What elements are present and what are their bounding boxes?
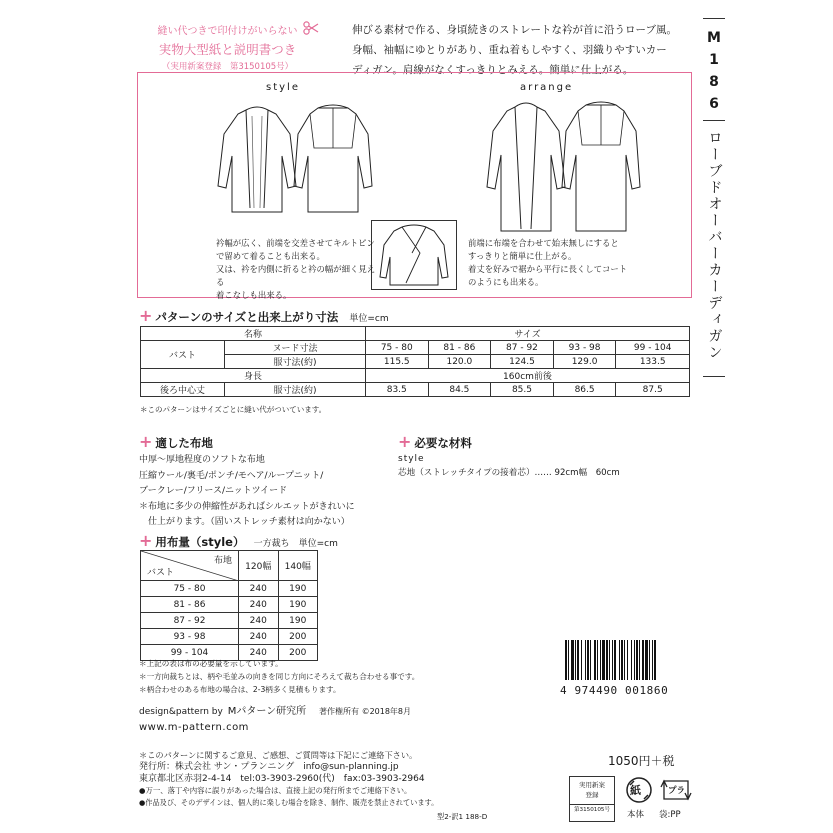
credit-url[interactable]: www.m-pattern.com — [139, 722, 249, 733]
nude-value: 87 - 92 — [491, 341, 554, 355]
height-value: 160cm前後 — [365, 369, 689, 383]
plus-icon: + — [398, 432, 412, 451]
barcode-digits: 4 974490 001860 — [560, 684, 669, 697]
barcode-bar — [575, 640, 576, 680]
yardage-table — [140, 550, 318, 661]
arrange-front-illustration — [485, 95, 567, 235]
barcode-bar — [587, 640, 589, 680]
publisher-info — [139, 749, 569, 809]
yardage-140: 190 — [278, 597, 318, 613]
fabric-line: ＊布地に多少の伸縮性があればシルエットがきれいに — [139, 501, 355, 512]
brand-line2: 実物大型紙と説明書つき — [158, 42, 297, 57]
header-size: サイズ — [365, 327, 689, 341]
bust-value: 124.5 — [491, 355, 554, 369]
barcode — [563, 640, 693, 680]
intro-text — [352, 20, 692, 80]
style-note — [216, 237, 376, 302]
barcode-bar — [639, 640, 640, 680]
size-section-title — [139, 306, 389, 325]
barcode-bar — [619, 640, 620, 680]
yardage-size: 99 - 104 — [141, 645, 239, 661]
side-rule-bottom — [703, 376, 725, 377]
barcode-bar — [627, 640, 628, 680]
size-title: パターンのサイズと出来上がり寸法 — [155, 310, 339, 324]
barcode-bar — [654, 640, 656, 680]
barcode-bar — [565, 640, 567, 680]
barcode-bar — [585, 640, 586, 680]
plus-icon: + — [139, 432, 153, 451]
barcode-bar — [577, 640, 579, 680]
barcode-bar — [568, 640, 569, 680]
figure-box-left — [137, 72, 138, 298]
row-bust: バスト — [141, 341, 225, 369]
pattern-code-char: M — [707, 30, 721, 46]
fabric-line: 中厚～厚地程度のソフトな布地 — [139, 455, 265, 465]
fabric-line: 仕上がります。（固いストレッチ素材は向かない） — [139, 517, 350, 527]
publisher-line: 発行所：株式会社 サン・プランニング info@sun-planning.jp — [139, 762, 399, 772]
header-name: 名称 — [141, 327, 366, 341]
pattern-code-char: 8 — [709, 74, 719, 90]
style-label: style — [266, 82, 300, 93]
barcode-bar — [606, 640, 608, 680]
price: 1050円＋税 — [608, 754, 675, 768]
barcode-bar — [581, 640, 582, 680]
yardage-note: ＊一方向裁ちとは、柄や毛並みの向きを同じ方向にそろえて裁ち合わせる事です。 — [139, 672, 420, 681]
barcode-bar — [631, 640, 632, 680]
credit-company: Mパターン研究所 — [227, 706, 307, 717]
back-value: 84.5 — [428, 383, 491, 397]
yardage-diag-header — [141, 551, 239, 581]
barcode-bar — [600, 640, 601, 680]
fabric-line: 圧縮ウール/裏毛/ポンチ/モヘア/ループニット/ — [139, 470, 324, 481]
yardage-140: 190 — [278, 613, 318, 629]
plus-icon: + — [139, 531, 153, 550]
publisher-line: ●作品及び、そのデザインは、個人的に楽しむ場合を除き、制作、販売を禁止されています。 — [139, 798, 439, 807]
col-120: 120幅 — [239, 551, 279, 581]
bust-value: 120.0 — [428, 355, 491, 369]
intro-line: 伸びる素材で作る、身頃続きのストレートな衿が首に沿うローブ風。 — [352, 24, 677, 36]
fabric-section — [139, 432, 399, 531]
brand-block — [140, 22, 315, 72]
height-label: 身長 — [141, 369, 366, 383]
bust-value: 133.5 — [616, 355, 690, 369]
pattern-code-char: 1 — [709, 52, 719, 68]
publisher-line: ＊このパターンに関するご意見、ご感想、ご質問等は下記にご連絡下さい。 — [139, 750, 418, 760]
barcode-bar — [634, 640, 635, 680]
style-note-line: 又は、衿を内側に折ると衿の幅が細く見える — [216, 264, 376, 287]
arrange-note-line: のようにも出来る。 — [468, 277, 544, 287]
credit-design: design&pattern by — [139, 707, 223, 717]
barcode-bar — [636, 640, 638, 680]
barcode-bar — [597, 640, 598, 680]
pattern-title: ローブドオーバーカーディガン — [706, 130, 722, 361]
credit-row — [139, 702, 411, 717]
yardage-120: 240 — [239, 597, 279, 613]
yardage-notes — [139, 657, 419, 696]
yardage-140: 200 — [278, 645, 318, 661]
size-unit: 単位=cm — [349, 314, 389, 324]
yardage-120: 240 — [239, 645, 279, 661]
fabric-line: ブークレー/フリース/ニットツイード — [139, 486, 288, 496]
patent-line1: 実用新案 — [579, 781, 605, 789]
header-bust: バスト — [147, 568, 175, 578]
print-code: 型2-訳1 188-D — [437, 812, 488, 821]
intro-line: ディガン。肩線がなくすっきりとみえる。簡単に仕上がる。 — [352, 64, 634, 76]
arrange-note-line: 前端に布端を合わせて始末無しにすると — [468, 238, 619, 248]
back-value: 86.5 — [553, 383, 616, 397]
nude-value: 75 - 80 — [365, 341, 428, 355]
barcode-bar — [614, 640, 616, 680]
fabric-title: 適した布地 — [155, 436, 213, 450]
pattern-code — [700, 30, 728, 118]
yardage-size: 93 - 98 — [141, 629, 239, 645]
arrange-label: arrange — [520, 82, 574, 93]
style-back-illustration — [292, 100, 374, 215]
credit-copyright: 著作権所有 ©2018年8月 — [319, 707, 412, 716]
yardage-120: 240 — [239, 581, 279, 597]
back-value: 85.5 — [491, 383, 554, 397]
pattern-code-char: 6 — [709, 96, 719, 112]
publisher-line: ●万一、落丁や内容に誤りがあった場合は、直接上記の発行所までご連絡下さい。 — [139, 786, 412, 795]
barcode-bar — [621, 640, 623, 680]
inset-illustration — [376, 223, 452, 287]
yardage-title: 用布量（style） — [155, 535, 245, 549]
paper-label: 本体 — [627, 810, 645, 820]
col-140: 140幅 — [278, 551, 318, 581]
nude-value: 81 - 86 — [428, 341, 491, 355]
size-table — [140, 326, 690, 397]
barcode-bar — [594, 640, 596, 680]
barcode-bar — [609, 640, 610, 680]
materials-section — [398, 432, 688, 478]
back-garment-label: 服寸法(約) — [225, 383, 366, 397]
yardage-size: 87 - 92 — [141, 613, 239, 629]
back-length-label: 後ろ中心丈 — [141, 383, 225, 397]
yardage-140: 200 — [278, 629, 318, 645]
yardage-120: 240 — [239, 629, 279, 645]
materials-item: 芯地（ストレッチタイプの接着芯）…… 92cm幅 60cm — [398, 468, 620, 478]
side-rule-mid — [703, 120, 725, 121]
yardage-sub: 一方裁ち 単位=cm — [253, 539, 338, 549]
brand-line3: （実用新案登録 第3150105号） — [161, 62, 294, 72]
patent-number: 第3150105号 — [570, 804, 614, 815]
barcode-bar — [590, 640, 591, 680]
bust-value: 129.0 — [553, 355, 616, 369]
style-note-line: で留めて着ることも出来る。 — [216, 251, 325, 261]
materials-title: 必要な材料 — [414, 436, 472, 450]
yardage-note: ＊柄合わせのある布地の場合は、2-3柄多く見積もります。 — [139, 685, 341, 694]
barcode-bar — [612, 640, 613, 680]
patent-line2: 登録 — [585, 791, 599, 799]
publisher-line: 東京都北区赤羽2-4-14 tel:03-3903-2960(代) fax:03-3903-2964 — [139, 774, 425, 784]
side-rule-top — [703, 18, 725, 19]
yardage-size: 75 - 80 — [141, 581, 239, 597]
brand-line1: 縫い代つきで印付けがいらない — [157, 26, 298, 37]
style-note-line: 着こなしも出来る。 — [216, 290, 292, 300]
pla-char: プラ — [668, 786, 686, 796]
arrange-note — [468, 237, 658, 289]
yardage-note: ＊上記の表は布の必要量を示しています。 — [139, 659, 283, 668]
scissors-icon — [303, 21, 319, 35]
nude-label: ヌード寸法 — [225, 341, 366, 355]
yardage-120: 240 — [239, 613, 279, 629]
side-column — [695, 18, 733, 398]
barcode-bar — [645, 640, 648, 680]
nude-value: 93 - 98 — [553, 341, 616, 355]
patent-mark — [569, 776, 615, 822]
arrange-note-line: 着丈を好みで裾から平行に長くしてコート — [468, 264, 628, 274]
pp-label: 袋:PP — [659, 810, 681, 820]
barcode-bar — [649, 640, 650, 680]
bust-value: 115.5 — [365, 355, 428, 369]
back-value: 83.5 — [365, 383, 428, 397]
nude-value: 99 - 104 — [616, 341, 690, 355]
arrange-note-line: すっきりと簡単に仕上がる。 — [468, 251, 577, 261]
materials-style-label: style — [398, 454, 425, 464]
style-front-illustration — [216, 100, 298, 215]
yardage-140: 190 — [278, 581, 318, 597]
back-value: 87.5 — [616, 383, 690, 397]
style-note-line: 衿幅が広く、前端を交差させてキルトピン — [216, 238, 375, 248]
barcode-bar — [642, 640, 644, 680]
barcode-bar — [602, 640, 605, 680]
paper-char: 紙 — [630, 784, 641, 797]
garment-label: 服寸法(約) — [225, 355, 366, 369]
barcode-bar — [624, 640, 625, 680]
plus-icon: + — [139, 306, 153, 325]
barcode-bar — [571, 640, 574, 680]
size-note: ＊このパターンはサイズごとに縫い代がついています。 — [140, 405, 327, 414]
header-fabric: 布地 — [213, 556, 232, 566]
yardage-size: 81 - 86 — [141, 597, 239, 613]
yardage-title-row — [139, 531, 338, 550]
intro-line: 身幅、袖幅にゆとりがあり、重ね着もしやすく、羽織りやすいカー — [352, 44, 667, 56]
barcode-bar — [652, 640, 653, 680]
arrange-back-illustration — [560, 95, 642, 235]
